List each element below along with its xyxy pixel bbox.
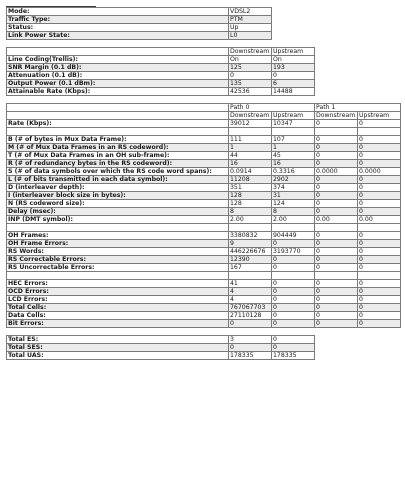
row-value: 167	[229, 264, 272, 272]
row-label: Total ES:	[7, 336, 229, 344]
column-header-upstream: Upstream	[358, 112, 401, 120]
row-value: 44	[229, 152, 272, 160]
row-value: 0	[358, 144, 401, 152]
row-label: LCD Errors:	[7, 296, 229, 304]
row-value: 27110128	[229, 312, 272, 320]
upstream-value: 0	[272, 72, 315, 80]
row-value: 2.00	[229, 216, 272, 224]
row-value: 39012	[229, 120, 272, 128]
row-label: RS Correctable Errors:	[7, 256, 229, 264]
row-value: 0.00	[315, 216, 358, 224]
row-value: 45	[272, 152, 315, 160]
status-label: Traffic Type:	[7, 16, 229, 24]
table-row	[7, 264, 401, 272]
line-row	[7, 64, 401, 72]
row-value: 4	[229, 288, 272, 296]
line-table	[6, 47, 401, 96]
row-value: 0	[358, 232, 401, 240]
row-label: Total SES:	[7, 344, 229, 352]
row-value: 4	[229, 296, 272, 304]
status-value: L0	[229, 32, 272, 40]
row-value: 107	[272, 136, 315, 144]
row-label: RS Words:	[7, 248, 229, 256]
row-value: 10347	[272, 120, 315, 128]
row-value: 0	[272, 256, 315, 264]
table-row	[7, 208, 401, 216]
row-value: 0	[358, 152, 401, 160]
table-row	[7, 176, 401, 184]
table-row	[7, 144, 401, 152]
row-value: 904449	[272, 232, 315, 240]
table-row	[7, 240, 401, 248]
dsl-statistics-panel	[6, 6, 400, 360]
row-value: 0	[315, 208, 358, 216]
row-value: 0	[315, 312, 358, 320]
line-row-label: Attenuation (0.1 dB):	[7, 72, 229, 80]
row-label: Total UAS:	[7, 352, 229, 360]
row-label: L (# of bits transmitted in each data symbol):	[7, 176, 229, 184]
row-value: 16	[272, 160, 315, 168]
row-label: S (# of data symbols over which the RS code word spans):	[7, 168, 229, 176]
row-label: RS Uncorrectable Errors:	[7, 264, 229, 272]
table-row	[7, 216, 401, 224]
totals-row	[7, 352, 401, 360]
table-row	[7, 256, 401, 264]
row-value: 0.0000	[315, 168, 358, 176]
table-row	[7, 120, 401, 128]
table-row	[7, 312, 401, 320]
line-row-label: SNR Margin (0.1 dB):	[7, 64, 229, 72]
status-label: Link Power State:	[7, 32, 229, 40]
row-value: 0	[358, 160, 401, 168]
status-label: Status:	[7, 24, 229, 32]
status-row-mode	[7, 8, 401, 16]
totals-table	[6, 335, 401, 360]
row-label: Data Cells:	[7, 312, 229, 320]
row-value: 8	[229, 208, 272, 216]
line-row	[7, 80, 401, 88]
line-row-label: Line Coding(Trellis):	[7, 56, 229, 64]
direction-header-row	[7, 112, 401, 120]
row-value: 0	[358, 192, 401, 200]
table-row	[7, 248, 401, 256]
row-value: 0.00	[358, 216, 401, 224]
row-value: 0	[272, 344, 315, 352]
row-value: 0	[315, 192, 358, 200]
row-value: 1	[229, 144, 272, 152]
row-value: 0	[358, 304, 401, 312]
row-value: 0	[358, 296, 401, 304]
row-value: 767067703	[229, 304, 272, 312]
status-table	[6, 7, 401, 40]
row-value: 0	[315, 144, 358, 152]
row-value: 0	[315, 232, 358, 240]
row-value: 0	[229, 320, 272, 328]
row-value: 0	[272, 264, 315, 272]
upstream-value: 193	[272, 64, 315, 72]
row-value: 0	[315, 160, 358, 168]
row-value: 0	[315, 280, 358, 288]
row-value: 0	[358, 256, 401, 264]
row-label: Rate (Kbps):	[7, 120, 229, 128]
column-header-downstream: Downstream	[315, 112, 358, 120]
row-value: 9	[229, 240, 272, 248]
table-row	[7, 168, 401, 176]
downstream-value: On	[229, 56, 272, 64]
row-value: 0	[315, 152, 358, 160]
line-table-header	[7, 48, 401, 56]
row-value: 0	[358, 136, 401, 144]
row-value: 0	[229, 344, 272, 352]
row-value: 0	[272, 288, 315, 296]
table-row	[7, 192, 401, 200]
row-value: 0	[358, 200, 401, 208]
row-value: 3193770	[272, 248, 315, 256]
row-value: 11208	[229, 176, 272, 184]
row-value: 178335	[272, 352, 315, 360]
column-header-downstream: Downstream	[229, 48, 272, 56]
column-header-downstream: Downstream	[229, 112, 272, 120]
path-1-header: Path 1	[315, 104, 401, 112]
row-value: 0	[358, 176, 401, 184]
row-value: 124	[272, 200, 315, 208]
row-value: 0	[315, 248, 358, 256]
row-value: 0	[315, 136, 358, 144]
status-value: PTM	[229, 16, 272, 24]
table-row	[7, 232, 401, 240]
row-value: 0	[315, 288, 358, 296]
row-value: 0.3316	[272, 168, 315, 176]
row-value: 0	[315, 176, 358, 184]
row-label: R (# of redundancy bytes in the RS codeword):	[7, 160, 229, 168]
path-0-header: Path 0	[229, 104, 315, 112]
downstream-value: 125	[229, 64, 272, 72]
row-value: 0	[315, 264, 358, 272]
row-label: T (# of Mux Data Frames in an OH sub-frame):	[7, 152, 229, 160]
row-value: 3380832	[229, 232, 272, 240]
status-row-link-power-state	[7, 32, 401, 40]
row-value: 0	[315, 200, 358, 208]
section-spacer	[7, 128, 401, 136]
section-spacer	[7, 224, 401, 232]
row-value: 0	[272, 312, 315, 320]
row-label: HEC Errors:	[7, 280, 229, 288]
row-value: 2.00	[272, 216, 315, 224]
upstream-value: 6	[272, 80, 315, 88]
row-value: 0	[315, 240, 358, 248]
row-label: B (# of bytes in Mux Data Frame):	[7, 136, 229, 144]
table-row	[7, 184, 401, 192]
row-value: 0	[358, 208, 401, 216]
row-value: 0	[315, 296, 358, 304]
table-row	[7, 280, 401, 288]
row-value: 374	[272, 184, 315, 192]
row-value: 0	[272, 280, 315, 288]
line-row-label: Attainable Rate (Kbps):	[7, 88, 229, 96]
row-value: 31	[272, 192, 315, 200]
line-row-label: Output Power (0.1 dBm):	[7, 80, 229, 88]
table-row	[7, 136, 401, 144]
row-label: OH Frame Errors:	[7, 240, 229, 248]
row-value: 0	[358, 320, 401, 328]
table-row	[7, 160, 401, 168]
row-value: 3	[229, 336, 272, 344]
row-value: 351	[229, 184, 272, 192]
row-value: 0	[358, 280, 401, 288]
row-value: 8	[272, 208, 315, 216]
upstream-value: On	[272, 56, 315, 64]
downstream-value: 135	[229, 80, 272, 88]
row-value: 0	[272, 296, 315, 304]
row-value: 0	[358, 288, 401, 296]
section-spacer	[7, 272, 401, 280]
table-row	[7, 200, 401, 208]
row-label: OH Frames:	[7, 232, 229, 240]
table-row	[7, 304, 401, 312]
status-row-status	[7, 24, 401, 32]
row-value: 0	[358, 312, 401, 320]
line-row	[7, 56, 401, 64]
row-value: 41	[229, 280, 272, 288]
column-header-upstream: Upstream	[272, 48, 315, 56]
row-value: 0	[315, 320, 358, 328]
row-value: 0.0914	[229, 168, 272, 176]
row-value: 12390	[229, 256, 272, 264]
path-header-row	[7, 104, 401, 112]
status-value: Up	[229, 24, 272, 32]
row-value: 2902	[272, 176, 315, 184]
row-value: 0	[272, 304, 315, 312]
row-value: 0	[315, 120, 358, 128]
totals-row	[7, 336, 401, 344]
upstream-value: 14488	[272, 88, 315, 96]
row-value: 1	[272, 144, 315, 152]
column-header-upstream: Upstream	[272, 112, 315, 120]
row-label: OCD Errors:	[7, 288, 229, 296]
row-label: I (interleaver block size in bytes):	[7, 192, 229, 200]
row-value: 128	[229, 192, 272, 200]
row-value: 0	[358, 248, 401, 256]
line-row	[7, 72, 401, 80]
line-row	[7, 88, 401, 96]
row-label: D (interleaver depth):	[7, 184, 229, 192]
status-label: Mode:	[7, 8, 229, 16]
row-label: Bit Errors:	[7, 320, 229, 328]
row-value: 0	[315, 184, 358, 192]
row-label: M (# of Mux Data Frames in an RS codeword):	[7, 144, 229, 152]
row-value: 16	[229, 160, 272, 168]
row-label: Total Cells:	[7, 304, 229, 312]
row-value: 0	[358, 240, 401, 248]
row-value: 0.0000	[358, 168, 401, 176]
downstream-value: 42536	[229, 88, 272, 96]
row-value: 128	[229, 200, 272, 208]
row-value: 0	[358, 264, 401, 272]
downstream-value: 0	[229, 72, 272, 80]
row-value: 0	[358, 184, 401, 192]
table-row	[7, 152, 401, 160]
table-row	[7, 296, 401, 304]
row-value: 0	[315, 256, 358, 264]
path-table	[6, 103, 401, 328]
table-row	[7, 320, 401, 328]
status-value: VDSL2	[229, 8, 272, 16]
row-value: 0	[358, 120, 401, 128]
row-value: 0	[272, 336, 315, 344]
row-value: 0	[315, 304, 358, 312]
row-value: 0	[272, 240, 315, 248]
status-row-traffic-type	[7, 16, 401, 24]
totals-row	[7, 344, 401, 352]
row-value: 111	[229, 136, 272, 144]
table-row	[7, 288, 401, 296]
row-value: 0	[272, 320, 315, 328]
row-value: 446226676	[229, 248, 272, 256]
row-value: 178335	[229, 352, 272, 360]
row-label: N (RS codeword size):	[7, 200, 229, 208]
row-label: INP (DMT symbol):	[7, 216, 229, 224]
row-label: Delay (msec):	[7, 208, 229, 216]
